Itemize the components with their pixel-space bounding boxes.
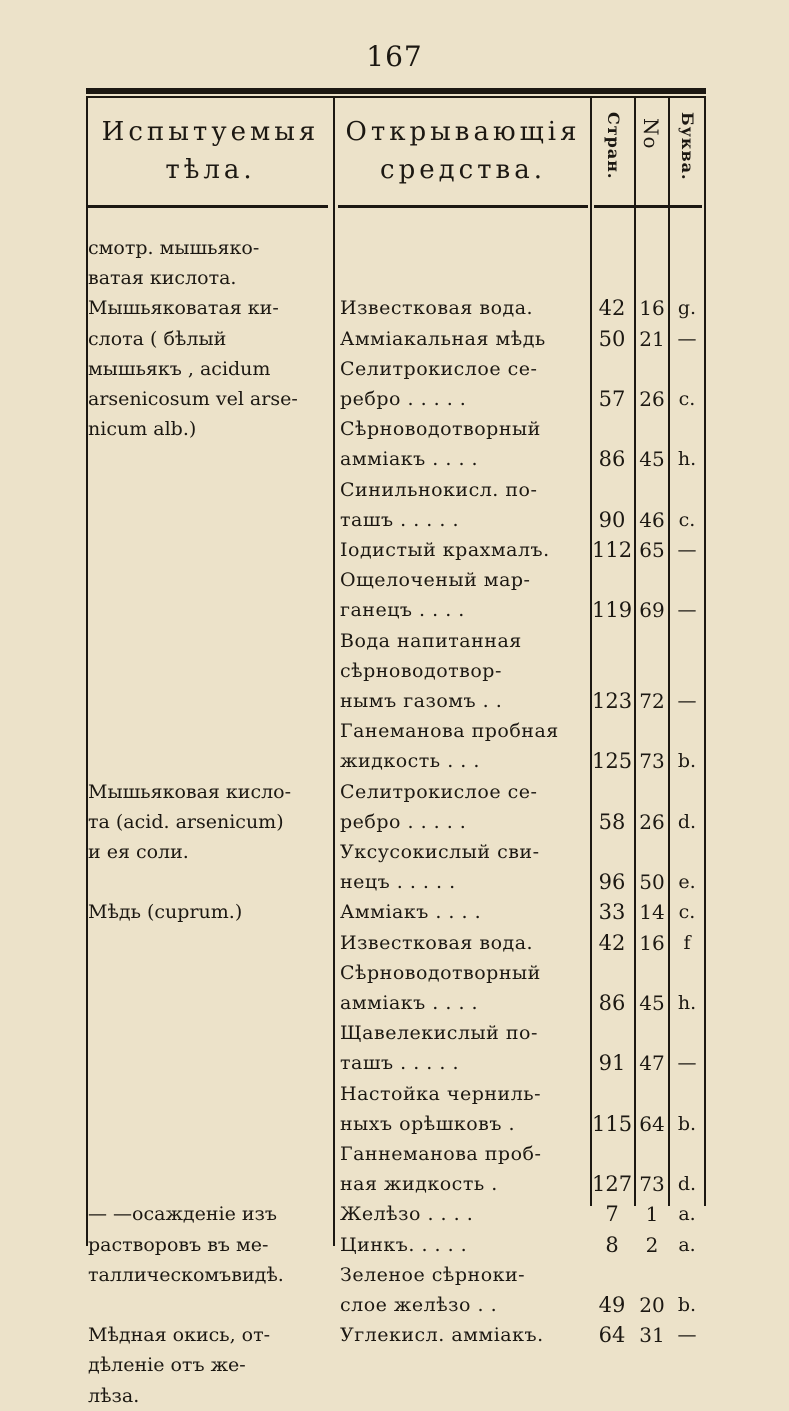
number-cell: 16 [639, 930, 665, 955]
page-cell: 58 [598, 809, 626, 834]
table-row [0, 505, 789, 535]
table-row [0, 716, 789, 746]
subject-cell: смотр. мышьяко- [88, 237, 260, 259]
table-row [0, 565, 789, 595]
page-cell: 42 [598, 930, 626, 955]
header-reagents [336, 113, 590, 189]
number-cell: 64 [639, 1111, 665, 1136]
number-cell: 47 [639, 1051, 665, 1076]
number-cell: 26 [639, 809, 665, 834]
number-cell: 73 [639, 1172, 665, 1197]
table-row [0, 354, 789, 384]
reagent-cell: ребро . . . . . [340, 810, 467, 833]
page-cell: 57 [598, 387, 626, 411]
page-cell: 127 [592, 1172, 633, 1197]
page-cell: 91 [598, 1051, 626, 1076]
letter-cell: — [677, 1324, 697, 1347]
letter-cell: c. [678, 508, 696, 531]
reagent-cell: аммiакъ . . . . [340, 992, 479, 1014]
reagent-cell: Iодистый крахмалъ. [340, 539, 550, 561]
page-cell: 49 [598, 1293, 626, 1317]
header-rule-columns [594, 205, 702, 208]
reagent-cell: ребро . . . . . [340, 388, 467, 410]
table-row [0, 414, 789, 444]
letter-cell: f [683, 931, 691, 954]
table-row [0, 746, 789, 776]
reagent-cell: нецъ . . . . . [340, 871, 456, 894]
number-cell: 69 [639, 598, 665, 623]
page-cell: 112 [592, 538, 633, 562]
subject-cell: и ея соли. [88, 841, 189, 863]
reagent-cell: Углекисл. аммiакъ. [340, 1324, 544, 1347]
table-row [0, 988, 789, 1018]
reagent-cell: Селитрокислое се- [340, 357, 538, 380]
table-row [0, 384, 789, 414]
header-page: Стран. [604, 112, 623, 180]
reagent-cell: сѣрноводотвор- [340, 659, 502, 682]
letter-cell: — [677, 539, 697, 561]
letter-cell: b. [677, 1112, 697, 1135]
page-cell: 96 [598, 870, 626, 895]
table-row [0, 837, 789, 867]
page-cell: 86 [598, 991, 626, 1015]
reagent-cell: ташъ . . . . . [340, 1052, 459, 1075]
table-row [0, 324, 789, 354]
table-row [0, 928, 789, 958]
number-cell: 73 [639, 749, 665, 774]
table-row [0, 1381, 789, 1411]
table-row [0, 656, 789, 686]
reagent-cell: ныхъ орѣшковъ . [340, 1112, 516, 1135]
reagent-cell: Желѣзо . . . . [340, 1203, 474, 1226]
table-row [0, 1350, 789, 1380]
reagent-cell: Ганнеманова проб- [340, 1143, 542, 1165]
number-cell: 21 [639, 326, 665, 351]
table-row [0, 897, 789, 927]
letter-cell: a. [678, 1203, 696, 1226]
page-cell: 119 [592, 598, 633, 623]
subject-cell: ватая кислота. [88, 267, 237, 290]
subject-cell: мышьякъ , acidum [88, 357, 271, 380]
reagent-cell: Сѣрноводотворный [340, 961, 541, 984]
reagent-cell: Аммiакъ . . . . [340, 901, 482, 924]
header-subjects-line1: Испытуемыя [101, 117, 320, 147]
subject-cell: nicum alb.) [88, 418, 197, 441]
number-cell: 45 [639, 991, 665, 1015]
reagent-cell: ганецъ . . . . [340, 599, 465, 622]
letter-cell: b. [677, 750, 697, 773]
table-row [0, 1230, 789, 1260]
reagent-cell: нымъ газомъ . . [340, 690, 503, 712]
letter-cell: d. [677, 810, 697, 833]
table-row [0, 444, 789, 474]
table-row [0, 1320, 789, 1350]
letter-cell: c. [678, 388, 696, 410]
table-row [0, 1018, 789, 1048]
letter-cell: — [677, 599, 697, 622]
number-cell: 14 [639, 900, 665, 925]
number-cell: 2 [645, 1232, 659, 1257]
top-rule [86, 88, 706, 94]
header-subjects-line2: тѣла. [165, 155, 256, 185]
reagent-cell: ташъ . . . . . [340, 508, 459, 531]
table-row [0, 686, 789, 716]
table-row [0, 1109, 789, 1139]
reagent-cell: Настойка черниль- [340, 1082, 542, 1105]
reagent-cell: Ощелоченый мар- [340, 569, 531, 592]
page-cell: 86 [598, 447, 626, 472]
subject-cell: лѣза. [88, 1384, 140, 1407]
number-cell: 65 [639, 538, 665, 562]
page-cell: 7 [605, 1202, 619, 1227]
table-row [0, 626, 789, 656]
table-row [0, 807, 789, 837]
letter-cell: h. [677, 992, 697, 1014]
table-row [0, 1048, 789, 1078]
number-cell: 31 [639, 1323, 665, 1348]
subject-cell: Мѣдная окись, от- [88, 1324, 271, 1347]
page-cell: 115 [592, 1111, 633, 1136]
table-row [0, 1199, 789, 1229]
reagent-cell: Селитрокислое се- [340, 780, 538, 803]
letter-cell: c. [678, 901, 696, 924]
reagent-cell: Зеленое сѣрноки- [340, 1263, 526, 1286]
letter-cell: — [677, 690, 697, 712]
number-cell: 16 [639, 296, 665, 321]
table-row [0, 867, 789, 897]
page-cell: 42 [598, 296, 626, 321]
table-row [0, 293, 789, 323]
subject-cell: Мышьяковатая ки- [88, 297, 279, 320]
subject-cell: Мышьяковая кисло- [88, 780, 292, 803]
letter-cell: d. [677, 1173, 697, 1196]
reagent-cell: Щавелекислый по- [340, 1022, 538, 1045]
table-row [0, 777, 789, 807]
letter-cell: g. [677, 297, 697, 320]
reagent-cell: Синильнокисл. по- [340, 478, 538, 501]
page-cell: 33 [598, 900, 626, 925]
subject-cell: растворовъ въ ме- [88, 1233, 269, 1256]
table-row [0, 958, 789, 988]
table-row [0, 535, 789, 565]
reagent-cell: жидкость . . . [340, 750, 480, 773]
number-cell: 45 [639, 447, 665, 472]
number-cell: 46 [639, 507, 665, 532]
subject-cell: — —осажденiе изъ [88, 1203, 278, 1226]
subject-cell: Мѣдь (cuprum.) [88, 901, 243, 924]
letter-cell: — [677, 1052, 697, 1075]
reagent-cell: Уксусокислый сви- [340, 841, 540, 863]
letter-cell: — [677, 327, 697, 350]
table-row [0, 1079, 789, 1109]
top-rule-thin [86, 96, 706, 98]
reagent-cell: ная жидкость . [340, 1173, 498, 1196]
table-row [0, 1139, 789, 1169]
number-cell: 50 [639, 870, 665, 895]
letter-cell: b. [677, 1294, 697, 1316]
page-cell: 64 [598, 1323, 626, 1348]
table-row [0, 233, 789, 263]
table-row [0, 1260, 789, 1290]
reagent-cell: Ганеманова пробная [340, 720, 559, 743]
page-cell: 8 [605, 1232, 619, 1257]
number-cell: 20 [639, 1293, 665, 1317]
header-subjects [88, 113, 333, 189]
subject-cell: таллическомъвидѣ. [88, 1263, 284, 1286]
page-number: 167 [366, 40, 423, 73]
reagent-cell: Известковая вода. [340, 297, 534, 320]
table-row [0, 1290, 789, 1320]
header-letter: Буква. [678, 112, 697, 181]
reagent-cell: аммiакъ . . . . [340, 448, 479, 471]
header-rule-subjects [88, 205, 328, 208]
table-row [0, 595, 789, 625]
page-cell: 125 [592, 749, 633, 774]
reagent-cell: слое желѣзо . . [340, 1294, 498, 1316]
number-cell: 26 [639, 387, 665, 411]
header-number: No [639, 118, 663, 150]
page-cell: 50 [598, 326, 626, 351]
reagent-cell: Известковая вода. [340, 931, 534, 954]
letter-cell: h. [677, 448, 697, 471]
header-reagents-line2: средства. [380, 155, 546, 185]
reagent-cell: Сѣрноводотворный [340, 418, 541, 441]
letter-cell: e. [678, 871, 696, 894]
reagent-cell: Аммiакальная мѣдь [340, 327, 546, 350]
header-reagents-line1: Открывающія [345, 117, 581, 147]
reagent-cell: Цинкъ. . . . . [340, 1233, 468, 1256]
table-row [0, 475, 789, 505]
subject-cell: та (acid. arsenicum) [88, 810, 284, 833]
letter-cell: a. [678, 1233, 696, 1256]
number-cell: 1 [645, 1202, 659, 1227]
table-row [0, 1169, 789, 1199]
header-rule-reagents [338, 205, 588, 208]
reagent-cell: Вода напитанная [340, 629, 522, 652]
page-cell: 90 [598, 507, 626, 532]
table-row [0, 263, 789, 293]
subject-cell: arsenicosum vel arse- [88, 388, 298, 410]
page-cell: 123 [592, 689, 633, 713]
number-cell: 72 [639, 689, 665, 713]
subject-cell: дѣленiе отъ же- [88, 1354, 246, 1377]
subject-cell: слота ( бѣлый [88, 327, 227, 350]
